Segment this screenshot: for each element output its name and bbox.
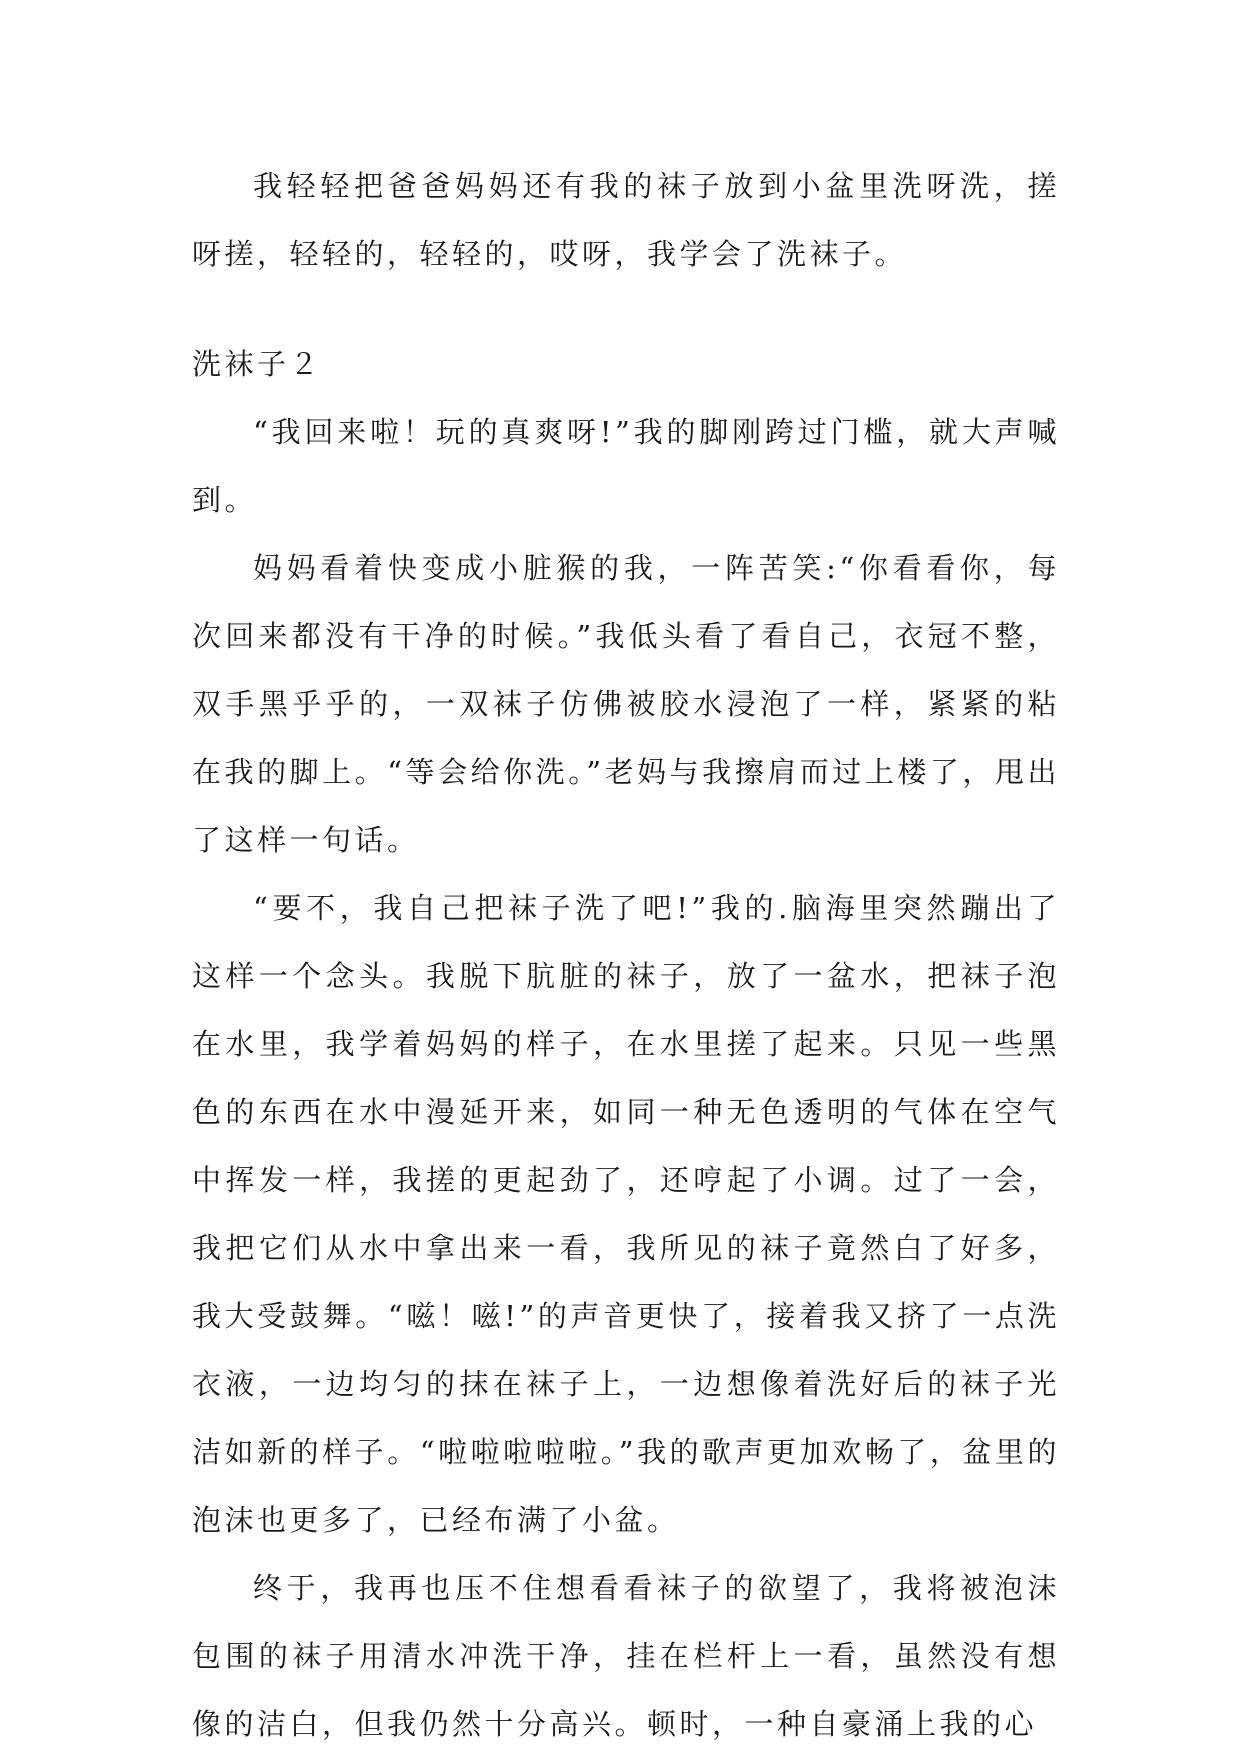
intro-section (192, 152, 1060, 288)
section-title: 洗袜子２ (192, 347, 323, 381)
intro-paragraph: 我轻轻把爸爸妈妈还有我的袜子放到小盆里洗呀洗，搓呀搓，轻轻的，轻轻的，哎呀，我学会了洗袜子。 (192, 169, 1060, 271)
paragraph-3: “要不，我自己把袜子洗了吧!”我的.脑海里突然蹦出了这样一个念头。我脱下肮脏的袜子，放了一盆水，把袜子泡在水里，我学着妈妈的样子，在水里搓了起来。只见一些黑色的东西在水中漫延开来，如同一种无色透明的气体在空气中挥发一样，我搓的更起劲了，还哼起了小调。过了一会，我把它们从水中拿出来一看，我所见的袜子竟然白了好多，我大受鼓舞。“嗞！嗞!”的声音更快了，接着我又挤了一点洗衣液，一边均匀的抹在袜子上，一边想像着洗好后的袜子光洁如新的样子。“啦啦啦啦啦。”我的歌声更加欢畅了，盆里的泡沫也更多了，已经布满了小盆。 (192, 891, 1060, 1537)
paragraph-4: 终于，我再也压不住想看看袜子的欲望了，我将被泡沫包围的袜子用清水冲洗干净，挂在栏杆上一看，虽然没有想像的洁白，但我仍然十分高兴。顿时，一种自豪涌上我的心 (192, 1571, 1060, 1741)
paragraph-1: “我回来啦！玩的真爽呀!”我的脚刚跨过门槛，就大声喊到。 (192, 415, 1060, 517)
paragraph-2: 妈妈看着快变成小脏猴的我，一阵苦笑:“你看看你，每次回来都没有干净的时候。”我低头看了看自己，衣冠不整，双手黑乎乎的，一双袜子仿佛被胶水浸泡了一样，紧紧的粘在我的脚上。“等会给你洗。”老妈与我擦肩而过上楼了，甩出了这样一句话。 (192, 551, 1060, 857)
essay-section (192, 330, 1060, 1758)
